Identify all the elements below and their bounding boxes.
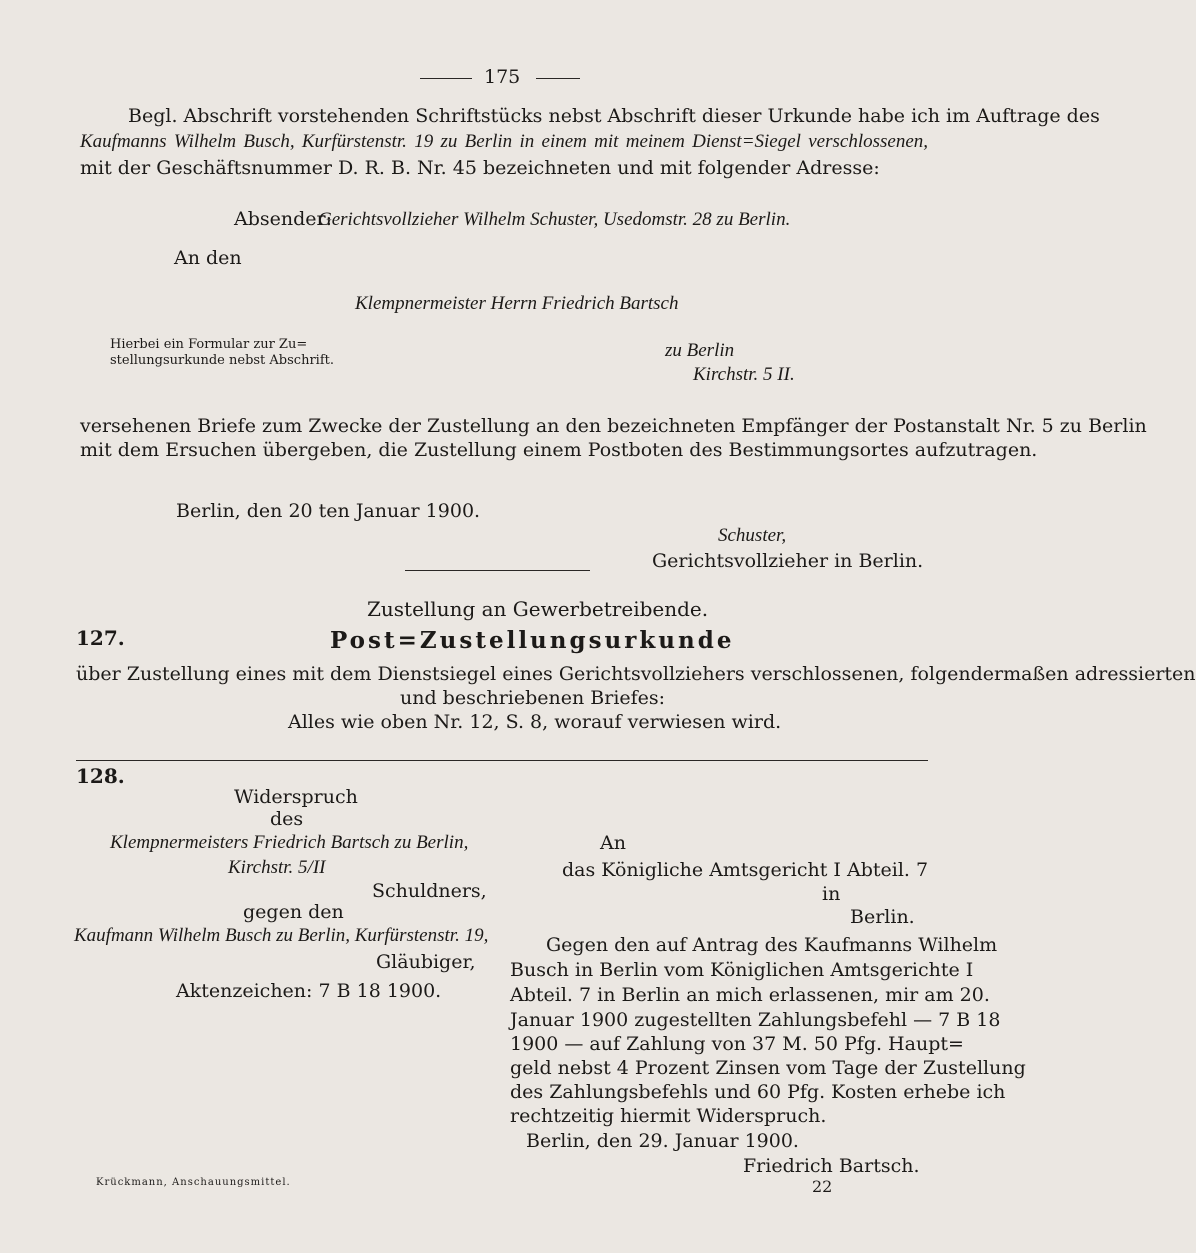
recipient-street: Kirchstr. 5 II. [693,364,795,385]
section-divider [405,570,590,571]
court-name: das Königliche Amtsgericht I Abteil. 7 [562,859,929,881]
body-line: Abteil. 7 in Berlin an mich erlassenen, mir am 20. [510,984,990,1006]
section-number: 127. [76,626,125,650]
body-line: Januar 1900 zugestellten Zahlungsbefehl — 7 B 18 [510,1009,1001,1031]
court-an: An [600,832,626,854]
footer-sheet-number: 22 [812,1177,833,1196]
page-number: 175 [484,66,521,88]
paragraph-line: Alles wie oben Nr. 12, S. 8, worauf verwiesen wird. [288,711,782,733]
objection-des: des [270,808,304,830]
body-line: des Zahlungsbefehls und 60 Pfg. Kosten erhebe ich [510,1081,1006,1103]
letter-date: Berlin, den 20 ten Januar 1900. [176,500,481,522]
body-line: geld nebst 4 Prozent Zinsen vom Tage der Zustellung [510,1057,1026,1079]
section-divider [76,760,928,761]
header-rule-left [420,78,472,79]
objection-signature: Friedrich Bartsch. [743,1155,920,1177]
body-line: 1900 — auf Zahlung von 37 M. 50 Pfg. Haupt= [510,1033,964,1055]
creditor-role: Gläubiger, [376,951,476,973]
footer-publisher: Krückmann, Anschauungsmittel. [96,1177,291,1188]
paragraph-line: mit dem Ersuchen übergeben, die Zustellung einem Postboten des Bestimmungsortes aufzutragen. [80,439,1038,461]
objection-date: Berlin, den 29. Januar 1900. [526,1130,799,1152]
paragraph-line: über Zustellung eines mit dem Dienstsiegel eines Gerichtsvollziehers verschlossenen, folgendermaßen adressierten [76,663,1196,685]
header-rule-right [536,78,580,79]
file-reference: Aktenzeichen: 7 B 18 1900. [176,980,442,1002]
paragraph-line: versehenen Briefe zum Zwecke der Zustellung an den bezeichneten Empfänger der Postanstalt Nr. 5 zu Berlin [80,415,1147,437]
objection-gegen: gegen den [243,901,344,923]
objection-heading: Widerspruch [234,786,358,808]
recipient-city: zu Berlin [665,340,735,361]
signature-title: Gerichtsvollzieher in Berlin. [652,550,924,572]
section-title: Post=Zustellungsurkunde [330,627,735,654]
address-an-den: An den [174,247,242,269]
body-line: Busch in Berlin vom Königlichen Amtsgerichte I [510,959,974,981]
body-line: Gegen den auf Antrag des Kaufmanns Wilhelm [546,934,998,956]
paragraph-line: Kaufmanns Wilhelm Busch, Kurfürstenstr. 19 zu Berlin in einem mit meinem Dienst=Siegel verschlossenen, [80,131,928,152]
margin-note-line: stellungsurkunde nebst Abschrift. [110,353,334,368]
section-subtitle: Zustellung an Gewerbetreibende. [367,597,709,621]
signature-name: Schuster, [718,525,787,546]
sender-label: Absender: [234,208,333,230]
creditor-name: Kaufmann Wilhelm Busch zu Berlin, Kurfürstenstr. 19, [74,925,489,946]
recipient-name: Klempnermeister Herrn Friedrich Bartsch [355,293,679,314]
paragraph-line: Begl. Abschrift vorstehenden Schriftstücks nebst Abschrift dieser Urkunde habe ich im Auftrage des [128,105,1100,127]
sender-value: Gerichtsvollzieher Wilhelm Schuster, Usedomstr. 28 zu Berlin. [318,209,791,230]
court-in: in [822,883,841,905]
debtor-role: Schuldners, [372,880,487,902]
body-line: rechtzeitig hiermit Widerspruch. [510,1105,827,1127]
court-city: Berlin. [850,906,915,928]
debtor-name: Klempnermeisters Friedrich Bartsch zu Berlin, [110,832,469,853]
debtor-address: Kirchstr. 5/II [228,857,326,878]
paragraph-line: mit der Geschäftsnummer D. R. B. Nr. 45 bezeichneten und mit folgender Adresse: [80,157,880,179]
paragraph-line: und beschriebenen Briefes: [400,687,666,709]
margin-note-line: Hierbei ein Formular zur Zu= [110,337,308,352]
section-number: 128. [76,764,125,788]
